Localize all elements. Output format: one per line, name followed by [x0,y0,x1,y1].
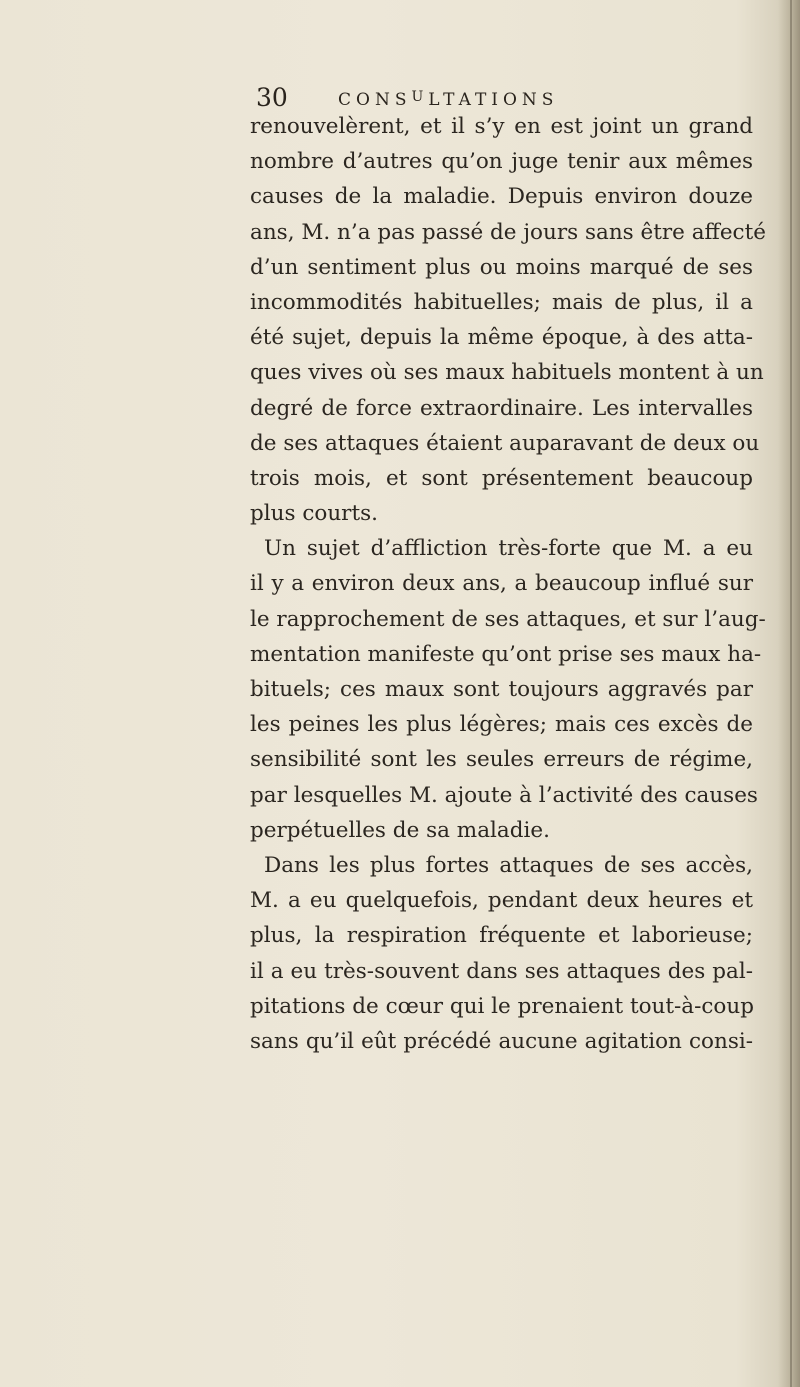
text-line: pitations de cœur qui le prenaient tout-à-coup [250,993,754,1019]
text-line: été sujet, depuis la même époque, à des atta- [250,325,753,351]
text-line: sensibilité sont les seules erreurs de régime, [250,747,753,773]
text-line: ques vives où ses maux habituels montent à un [250,360,764,386]
paragraph-end-line: perpétuelles de sa maladie. [250,817,550,843]
text-line: d’un sentiment plus ou moins marqué de ses [250,254,753,280]
text-line: par lesquelles M. ajoute à l’activité des causes [250,782,758,808]
page-edge-shadow [778,0,800,1387]
page-edge-line [790,0,792,1387]
text-line: le rapprochement de ses attaques, et sur l’aug- [250,606,766,632]
running-head-raised-letter: U [411,89,429,105]
running-head-part2: LTATIONS [428,90,559,110]
text-line: degré de force extraordinaire. Les intervalles [250,395,753,421]
text-line: sans qu’il eût précédé aucune agitation consi- [250,1028,753,1054]
running-head [338,90,558,111]
text-line: causes de la maladie. Depuis environ douze [250,184,753,210]
text-line: M. a eu quelquefois, pendant deux heures et [250,888,753,914]
body-text [250,109,766,1059]
text-line: de ses attaques étaient auparavant de deux ou [250,430,760,456]
text-line: nombre d’autres qu’on juge tenir aux mêmes [250,149,753,175]
text-line: plus, la respiration fréquente et laborieuse; [250,923,753,949]
text-line: bituels; ces maux sont toujours aggravés par [250,677,753,702]
text-line: ans, M. n’a pas passé de jours sans être affecté [250,219,766,245]
text-line: il y a environ deux ans, a beaucoup influé sur [250,571,753,597]
paragraph-start-line: Dans les plus fortes attaques de ses accès, [264,852,753,878]
text-line: trois mois, et sont présentement beaucoup [250,465,753,491]
paragraph-end-line: plus courts. [250,501,378,527]
running-head-part1: CONS [338,90,412,110]
paragraph-start-line: Un sujet d’affliction très-forte que M. a eu [264,536,753,562]
text-line: mentation manifeste qu’ont prise ses maux ha- [250,641,762,667]
page-number: 30 [256,83,288,112]
text-line: renouvelèrent, et il s’y en est joint un grand [250,114,753,139]
text-line: il a eu très-souvent dans ses attaques des pal- [250,958,753,984]
text-line: incommodités habituelles; mais de plus, il a [250,289,753,315]
text-line: les peines les plus légères; mais ces excès de [250,712,753,738]
